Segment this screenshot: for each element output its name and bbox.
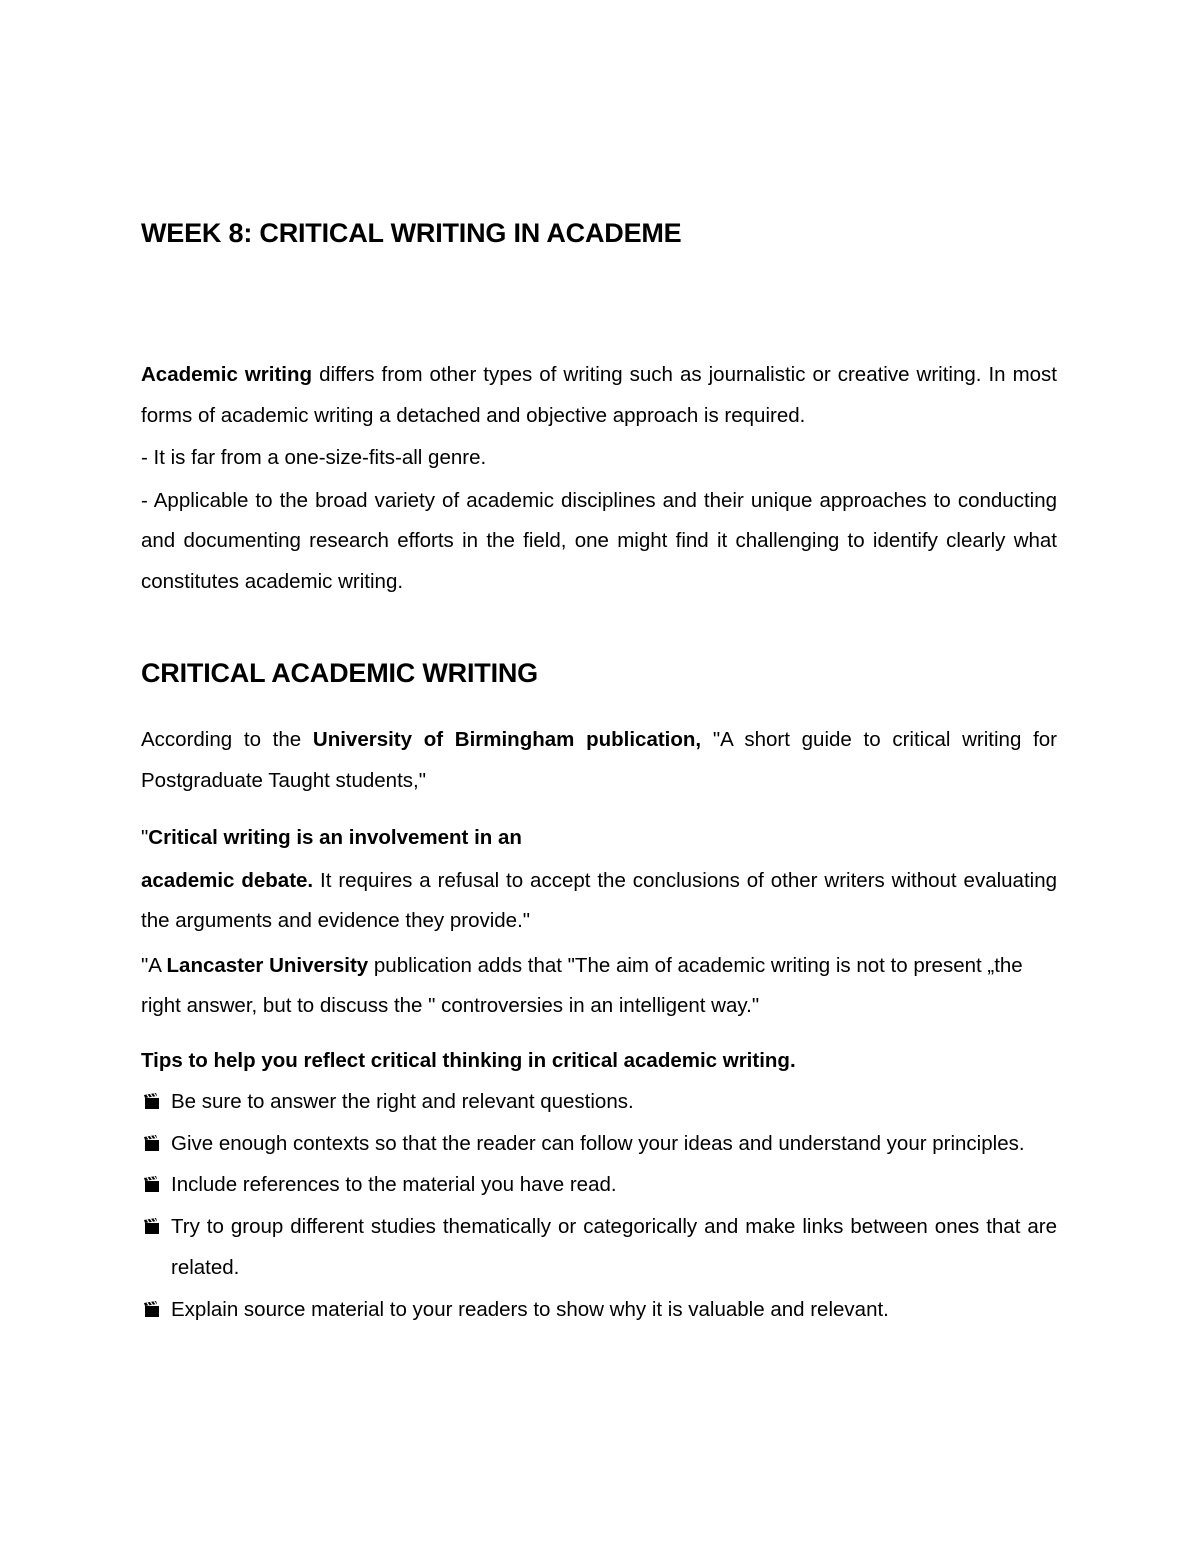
bullet-item-1: - It is far from a one-size-fits-all genre. (141, 446, 487, 469)
clapperboard-icon (141, 1081, 163, 1122)
bullet-item-2: - Applicable to the broad variety of academic disciplines and their unique approaches to conducting and documenting research efforts in the field, one might find it challenging to identify clearly what constitutes academic writing. (141, 488, 1057, 593)
document-body (141, 214, 1057, 1330)
source-rest: "A short guide to critical writing for Postgraduate Taught students," (141, 728, 1057, 792)
list-item (141, 1289, 1057, 1331)
tip-text: Be sure to answer the right and relevant questions. (171, 1090, 634, 1113)
clapperboard-icon (141, 1123, 163, 1164)
intro-text: differs from other types of writing such as journalistic or creative writing. In most forms of academic writing a detached and objective approach is required. (141, 363, 1057, 427)
quote-line-1 (141, 818, 1057, 859)
list-item (141, 1081, 1057, 1123)
list-item (141, 1206, 1057, 1289)
clapperboard-icon (141, 1164, 163, 1205)
tip-text: Try to group different studies thematically or categorically and make links between ones that are related. (171, 1214, 1057, 1279)
quote-rest: It requires a refusal to accept the conclusions of other writers without evaluating the arguments and evidence they provide." (141, 868, 1057, 932)
tip-text: Give enough contexts so that the reader can follow your ideas and understand your principles. (171, 1131, 1025, 1155)
list-item (141, 1164, 1057, 1206)
lancaster-rest: publication adds that "The aim of academic writing is not to present „the right answer, but to discuss the " controversies in an intelligent way." (141, 953, 1023, 1017)
source-lead: According to the (141, 728, 313, 751)
quote-open: " (141, 826, 149, 849)
clapperboard-icon (141, 1289, 163, 1330)
source-bold: University of Birmingham publication, (312, 728, 702, 751)
tips-heading-text: Tips to help you reflect critical thinking in critical academic writing. (141, 1048, 796, 1072)
lancaster-bold: Lancaster University (166, 953, 369, 977)
lancaster-lead: "A (141, 953, 167, 977)
quote-bold-line2: academic debate. (141, 868, 314, 892)
quote-bold-line1: Critical writing is an involvement in an (148, 826, 522, 849)
tip-text: Include references to the material you have read. (171, 1173, 617, 1196)
tips-list (141, 1081, 1057, 1330)
source-paragraph (141, 720, 1057, 801)
tip-text: Explain source material to your readers to show why it is valuable and relevant. (171, 1297, 889, 1321)
intro-term: Academic writing (141, 363, 313, 386)
lancaster-paragraph (141, 946, 1057, 1027)
page-title: WEEK 8: CRITICAL WRITING IN ACADEME (141, 218, 682, 248)
section-heading: CRITICAL ACADEMIC WRITING (141, 658, 538, 688)
quote-paragraph (141, 861, 1057, 942)
list-item (141, 1123, 1057, 1165)
intro-paragraph (141, 355, 1057, 436)
tips-heading (141, 1041, 1057, 1082)
clapperboard-icon (141, 1206, 163, 1247)
